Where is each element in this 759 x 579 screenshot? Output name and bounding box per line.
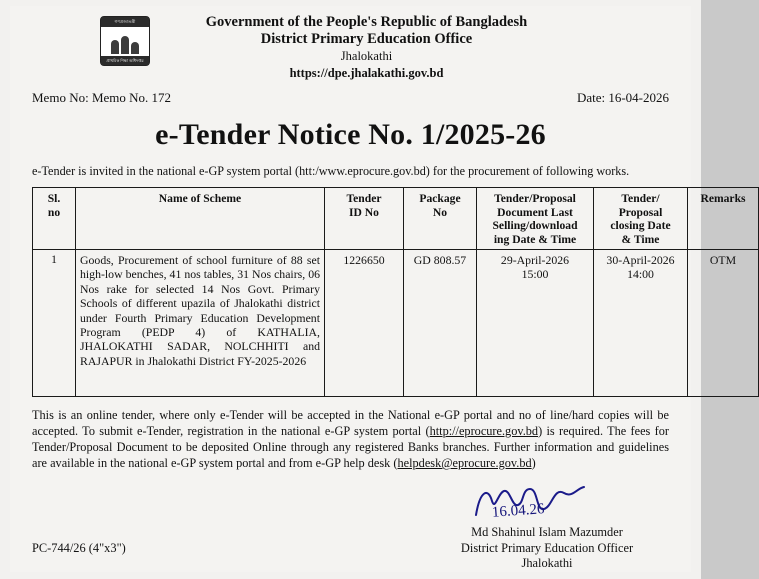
emblem-top-band: গণপ্রজাতন্ত্রী bbox=[101, 17, 149, 27]
cell-scheme: Goods, Procurement of school furniture of 88 set high-low benches, 41 nos tables, 31 Nos chairs, 06 Nos rake for selected 14 Nos Govt. Primary Schools of different upazila of Jhalokathi district under Fourth Primary Education Development Program (PEDP 4) of KATHALIA, JHALOKATHI SADAR, NOLCHHITI and RAJAPUR in Jhalokathi District FY-2025-2026 bbox=[76, 250, 325, 397]
column-header-tender-id-line2: ID No bbox=[349, 205, 379, 219]
cell-tender-id: 1226650 bbox=[325, 250, 404, 397]
signatory-designation: District Primary Education Officer bbox=[460, 540, 634, 555]
government-emblem-icon bbox=[100, 16, 150, 66]
header-title-block bbox=[162, 14, 691, 82]
memo-row bbox=[10, 82, 691, 106]
column-header-selling-line4: ing Date & Time bbox=[493, 232, 577, 246]
notice-sheet bbox=[10, 6, 746, 572]
footer-text-part1: This is an online tender, where only e-Tender will be accepted in the National e-GP portal and no of line/hard copies will be accepted. To submit e-Tender, registration in the national e-GP system portal ( bbox=[32, 408, 669, 438]
cell-sl: 1 bbox=[33, 250, 76, 397]
column-header-remarks: Remarks bbox=[688, 188, 759, 250]
org-name-office: District Primary Education Office bbox=[260, 31, 473, 47]
column-header-tender-id-line1: Tender bbox=[346, 192, 382, 205]
column-header-package-line2: No bbox=[432, 205, 448, 219]
cell-selling-date bbox=[477, 250, 594, 397]
column-header-package-line1: Package bbox=[419, 192, 461, 205]
column-header-sl bbox=[33, 188, 76, 250]
tender-table bbox=[32, 187, 759, 397]
cell-selling-date-value: 29-April-2026 bbox=[500, 253, 570, 267]
page-title: e-Tender Notice No. 1/2025-26 bbox=[155, 118, 546, 151]
column-header-closing-line2: Proposal bbox=[618, 205, 663, 219]
pc-code: PC-744/26 (4"x3") bbox=[32, 541, 126, 555]
table-header bbox=[33, 188, 759, 250]
column-header-closing-date bbox=[594, 188, 688, 250]
intro-paragraph: e-Tender is invited in the national e-GP system portal (htt:/www.eprocure.gov.bd) for the procurement of following works. bbox=[32, 164, 630, 178]
column-header-closing-line1: Tender/ bbox=[621, 192, 660, 205]
tender-table-container bbox=[10, 187, 746, 397]
cell-closing-time-value: 14:00 bbox=[627, 267, 654, 281]
emblem-figure-right bbox=[131, 42, 139, 54]
org-website-url: https://dpe.jhalakathi.gov.bd bbox=[289, 66, 444, 80]
handwritten-date: 16.04.26 bbox=[491, 501, 545, 521]
column-header-tender-id bbox=[325, 188, 404, 250]
memo-number: Memo No: Memo No. 172 bbox=[32, 90, 172, 105]
signatory-location: Jhalokathi bbox=[521, 556, 573, 570]
cell-selling-time-value: 15:00 bbox=[521, 267, 549, 281]
emblem-figure-left bbox=[111, 40, 119, 54]
memo-date: Date: 16-04-2026 bbox=[576, 90, 669, 105]
table-header-row bbox=[33, 188, 759, 250]
column-header-selling-date bbox=[477, 188, 594, 250]
org-district: Jhalokathi bbox=[340, 49, 393, 63]
emblem-figures bbox=[101, 29, 149, 54]
column-header-closing-line4: & Time bbox=[621, 232, 660, 246]
footer-text-part3: ) bbox=[531, 456, 536, 470]
column-header-sl-line2: no bbox=[47, 205, 61, 219]
footer-text-part2: ) is required. The fees for Tender/Proposal Document to be deposited Online through any registered Banks branches. Further information and guidelines are available in the national e-GP system portal and from e-GP help desk ( bbox=[32, 424, 669, 470]
column-header-closing-line3: closing Date bbox=[610, 219, 671, 232]
cell-remarks: OTM bbox=[688, 250, 759, 397]
column-header-sl-line1: Sl. bbox=[47, 192, 61, 205]
cell-closing-date bbox=[594, 250, 688, 397]
signatory-name: Md Shahinul Islam Mazumder bbox=[471, 525, 623, 539]
column-header-selling-line2: Document Last bbox=[497, 205, 573, 219]
document-header bbox=[10, 6, 691, 82]
signature-block bbox=[402, 525, 692, 572]
column-header-selling-line1: Tender/Proposal bbox=[494, 192, 576, 205]
cell-closing-date-value: 30-April-2026 bbox=[606, 253, 675, 267]
org-name-country: Government of the People's Republic of Bangladesh bbox=[205, 14, 528, 30]
signature-area bbox=[10, 481, 691, 577]
footer-paragraph bbox=[10, 397, 691, 471]
emblem-bottom-band: প্রাথমিক শিক্ষা অধিদপ্তর bbox=[101, 56, 149, 65]
emblem-figure-center bbox=[121, 36, 129, 54]
column-header-package bbox=[404, 188, 477, 250]
table-body bbox=[33, 250, 759, 397]
logo-container bbox=[10, 14, 162, 66]
column-header-scheme: Name of Scheme bbox=[76, 188, 325, 250]
table-row bbox=[33, 250, 759, 397]
column-header-selling-line3: Selling/download bbox=[492, 219, 578, 232]
eprocure-portal-link[interactable]: http://eprocure.gov.bd bbox=[429, 424, 539, 438]
cell-package-no: GD 808.57 bbox=[404, 250, 477, 397]
helpdesk-email-link[interactable]: helpdesk@eprocure.gov.bd bbox=[397, 456, 532, 470]
